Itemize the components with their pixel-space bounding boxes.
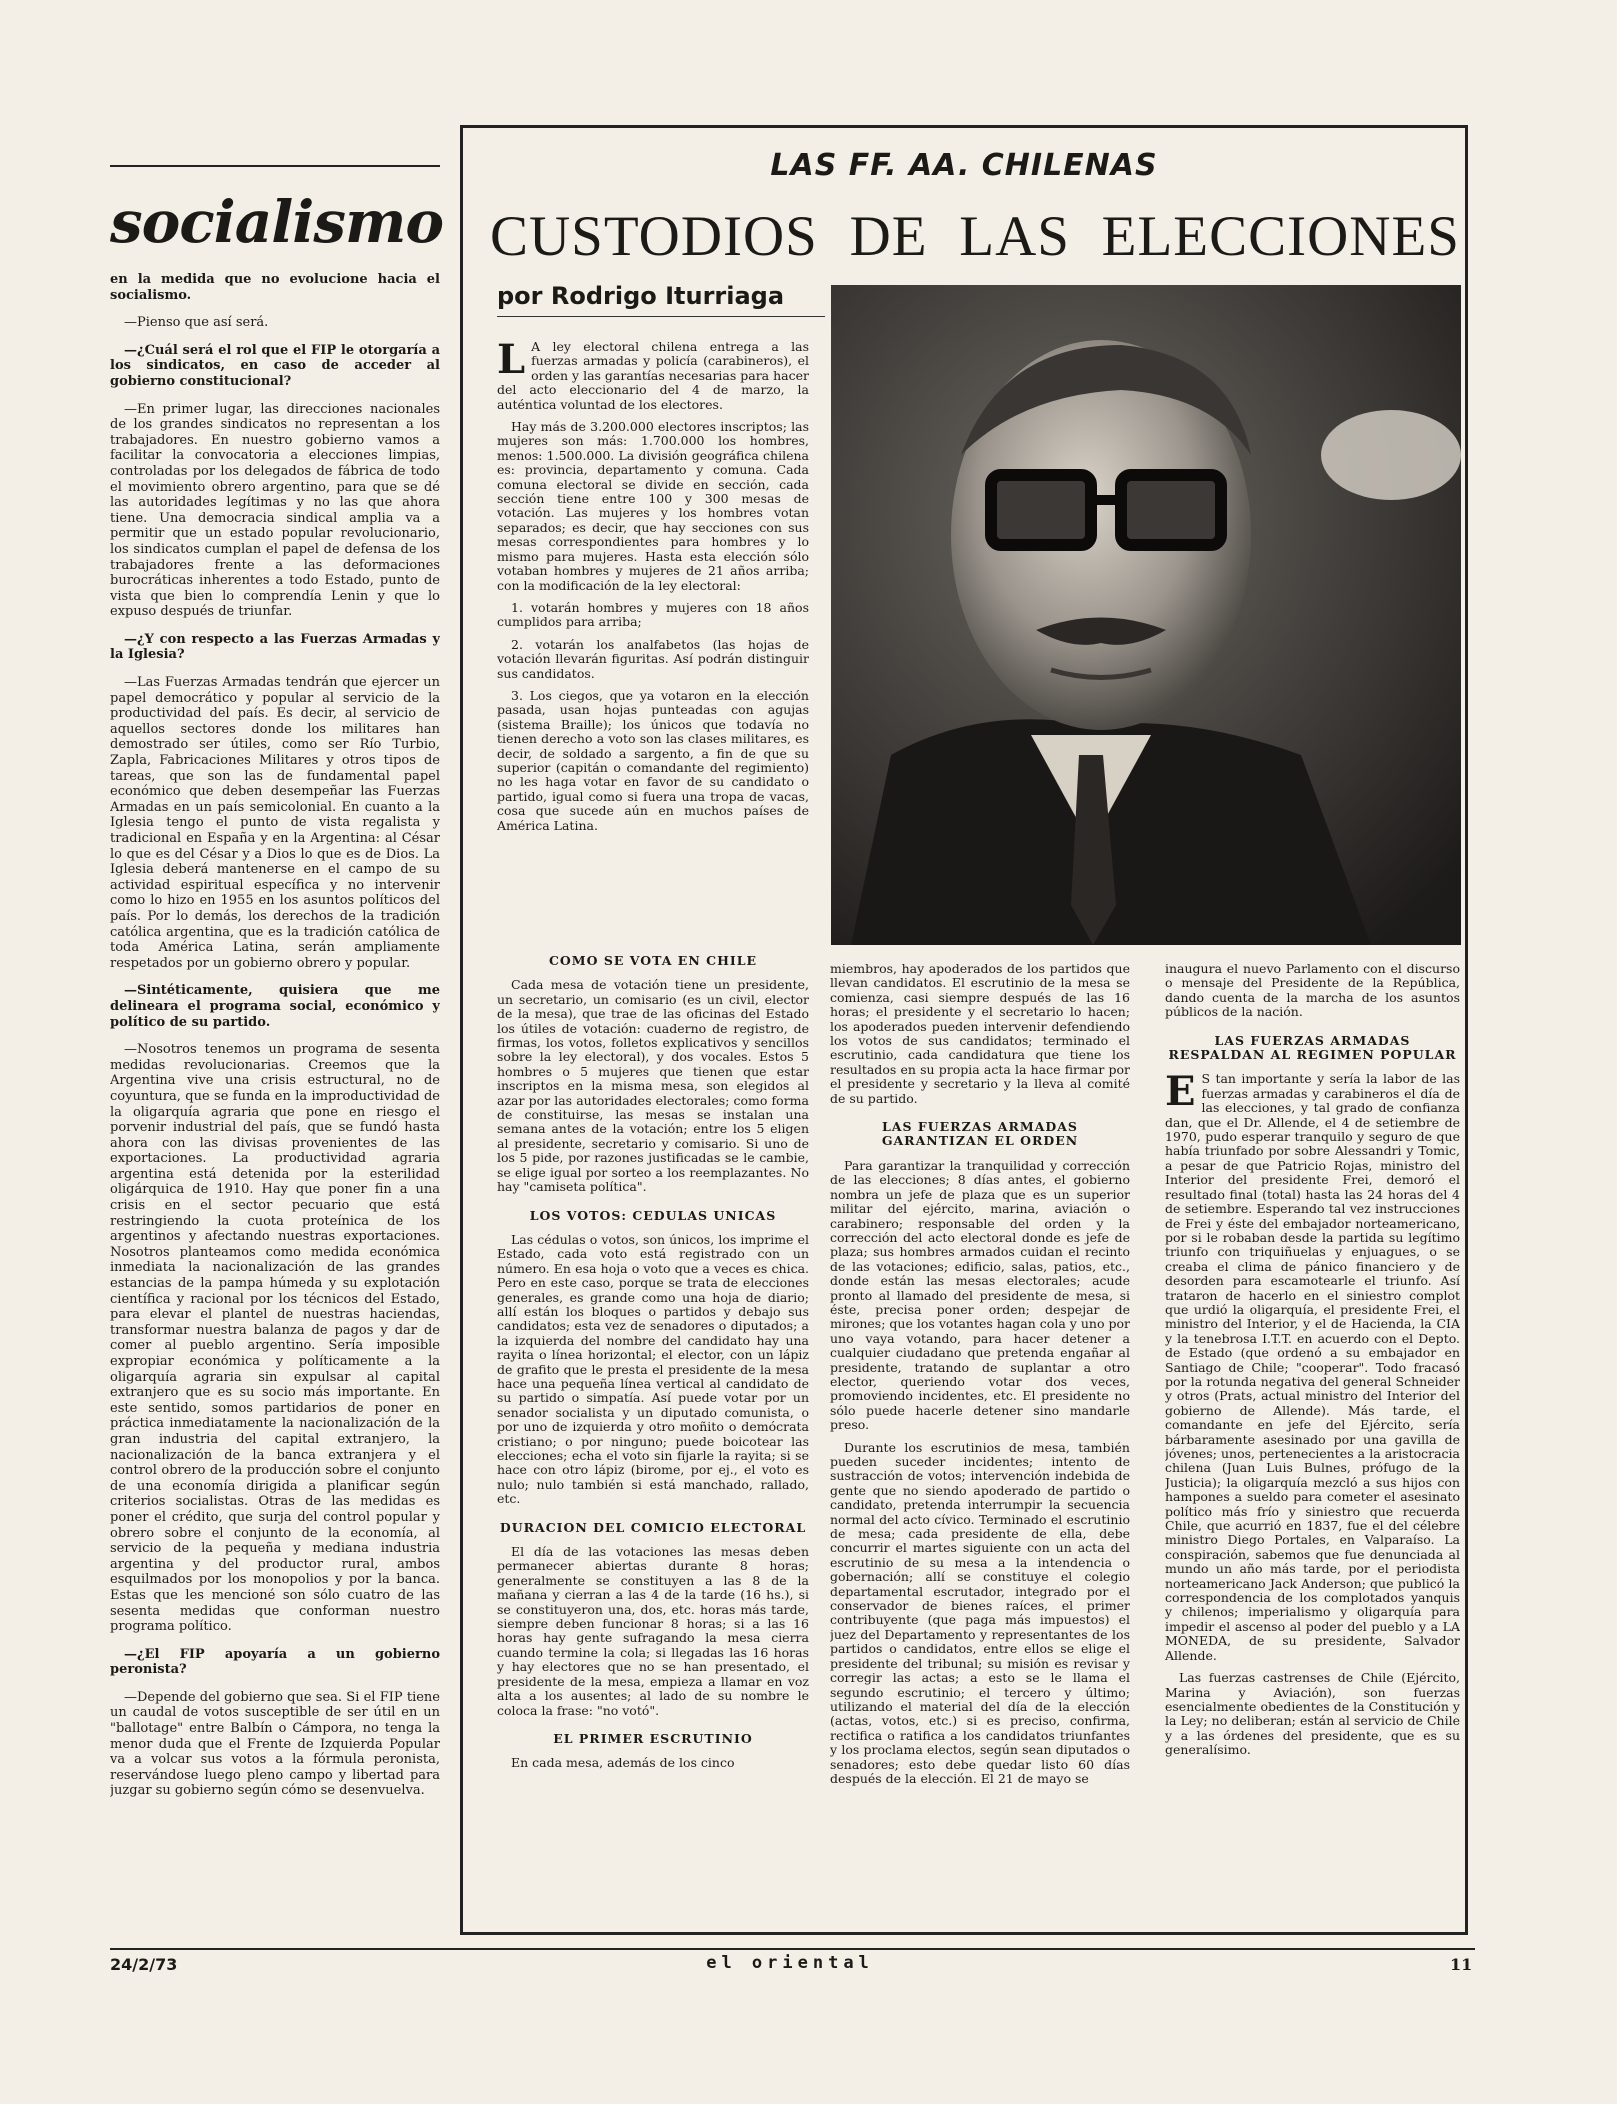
article-paragraph: Para garantizar la tranquilidad y corrección de las elecciones; 8 días antes, el gobierno nombra un jefe de plaza que es un superior militar del ejército, marina, aviación o carabinero; responsable del orden y la corrección del acto electoral donde es jefe de plaza; sus hombres armados cuidan el recinto de las votaciones; edificio, salas, patios, etc., donde están las mesas electorales; acude pronto al llamado del presidente de mesa, si éste, precisa poner orden; despejar de mirones; que los votantes hagan cola y uno por uno vaya votando, para hacer detener a cualquier ciudadano que pretenda engañar al presidente, tratando de suplantar a otro elector, queriendo votar dos veces, promoviendo incidentes, etc. El presidente no sólo puede hacerle detener sino mandarle preso. [830,1157,1130,1433]
interview-answer: —Nosotros tenemos un programa de sesenta medidas revolucionarias. Creemos que la Argentina vive una crisis estructural, no de coyuntura, que se funda en la improductividad de la oligarquía agraria que pone en riesgo el porvenir industrial del país, que se fundó hasta ahora con las divisas provenientes de las exportaciones. La productividad agraria argentina está detenida por la esterilidad oligárquica de 1910. Hay que poner fin a una crisis en el sector pecuario que está restringiendo la cuota proteínica de los argentinos y afectando nuestras exportaciones. Nosotros planteamos como medida económica inmediata la nacionalización de las grandes estancias de la pampa húmeda y su explotación científica y racional por los técnicos del Estado, para elevar el plantel de nuestras haciendas, transformar nuestra balanza de pagos y dar de comer al pueblo argentino. Sería imposible expropiar económica y políticamente a la oligarquía agraria sin expulsar al capital extranjero que es su socio más importante. En este sentido, somos partidarios de poner en práctica inmediatamente la nacionalización de la gran industria del capital extranjero, la nacionalización de la banca extranjera y el control obrero de la producción sobre el conjunto de una economía dirigida a planificar según criterios socialistas. Otras de las medidas es poner el crédito, que surja del control popular y obrero sobre el conjunto de la economía, al servicio de la pequeña y mediana industria argentina y del productor rural, ambos esquilmados por los monopolios y por la banca. Estas que les mencioné son sólo cuatro de las sesenta medidas que conforman nuestro programa político. [110,1042,440,1635]
article-paragraph: Hay más de 3.200.000 electores inscriptos; las mujeres son más: 1.700.000 los hombres, menos: 1.500.000. La división geográfica chilena es: provincia, departamento y comuna. Cada comuna electoral se divide en sección, cada sección tiene entre 100 y 300 mesas de votación. Las mujeres y los hombres votan separados; es decir, que hay secciones con sus mesas correspondientes para hombres y lo mismo para mujeres. Hasta esta elección sólo votaban hombres y mujeres de 21 años arriba; con la modificación de la ley electoral: [497,419,809,593]
paragraph-text: S tan importante y sería la labor de las fuerzas armadas y carabineros el día de las elecciones, y tal grado de confianza dan, que el Dr. Allende, el 4 de setiembre de 1970, pudo esperar tranquilo y seguro de que había triunfado por sobre Alessandri y Tomic, a pesar de que Patricio Rojas, ministro del Interior del presidente Frei, demoró el resultado final (total) hasta las 24 horas del 4 de setiembre. Esperando tal vez instrucciones de Frei y éste del embajador norteamericano, por si le robaban desde la partida su legítimo triunfo con triquiñuelas y enjuagues, o se creaba el clima de pánico financiero y de desorden para escamotearle el triunfo. Así trataron de hacerlo en el siniestro complot que urdió la oligarquía, el presidente Frei, el ministro del Interior, y el de Hacienda, la CIA y la tenebrosa I.T.T. en acuerdo con el Depto. de Estado (que ordenó a su embajador en Santiago de Chile; "cooperar". Todo fracasó por la rotunda negativa del general Schneider y otros (Prats, actual ministro del Interior del gobierno de Allende). Más tarde, el comandante en jefe del Ejército, sería bárbaramente asesinado por una gavilla de jóvenes; unos, pertenecientes a la aristocracia chilena (Juan Luis Bulnes, prófugo de la Justicia); la oligarquía mezcló a sus hijos con hampones a sueldo para cometer el asesinato político más frío y siniestro que recuerda Chile, que acurrió en 1837, fue el del célebre ministro Diego Portales, en Valparaíso. La conspiración, sabemos que fue denunciada al mundo un año más tarde, por el periodista norteamericano Jack Anderson; que publicó la correspondencia de los complotados yanquis y chilenos; imperialismo y oligarquía para impedir el ascenso al poder del pueblo y a LA MONEDA, de su presidente, Salvador Allende. [1165,1071,1460,1663]
interview-question: —¿Cuál será el rol que el FIP le otorgaría a los sindicatos, en caso de acceder al gobierno constitucional? [110,342,440,389]
subheading: LAS FUERZAS ARMADAS GARANTIZAN EL ORDEN [881,1119,1079,1149]
page-number: 11 [1450,1955,1473,1974]
interview-answer: —Las Fuerzas Armadas tendrán que ejercer un papel democrático y popular al servicio de la productividad del país. Es decir, al servicio de aquellos sectores donde los militares han demostrado ser útiles, como ser Río Turbio, Zapla, Fabricaciones Militares y otros tipos de tareas, que son las de fundamental papel económico que deben desempeñar las Fuerzas Armadas en un país semicolonial. En cuanto a la Iglesia tengo el punto de vista regalista y tradicional en España y en la Argentina: al César lo que es del César y a Dios lo que es de Dios. La Iglesia deberá mantenerse en el campo de su actividad espiritual específica y no intervenir como lo hizo en 1955 en los asuntos políticos del país. Por lo demás, los derechos de la tradición católica argentina, que es la tradición católica de toda América Latina, serán ampliamente respetados por un gobierno obrero y popular. [110,675,440,971]
article-column-2 [830,962,1130,1927]
article-kicker: LAS FF. AA. CHILENAS [770,148,1158,183]
interview-question: en la medida que no evolucione hacia el socialismo. [110,272,440,303]
subheading: DURACION DEL COMICIO ELECTORAL [499,1519,807,1535]
article-paragraph: En cada mesa, además de los cinco [511,1755,735,1771]
headline-word: ELECCIONES [1101,205,1460,268]
subheading: LAS FUERZAS ARMADAS RESPALDAN AL REGIMEN POPULAR [1168,1032,1457,1063]
article-paragraph: 2. votarán los analfabetos (las hojas de votación llevarán figuritas. Así podrán distinguir sus candidatos. [497,636,809,681]
article-byline: por Rodrigo Iturriaga [497,282,785,310]
byline-rule [497,316,825,317]
masthead: el oriental [706,1953,874,1973]
interview-question: —¿Y con respecto a las Fuerzas Armadas y la Iglesia? [110,631,440,663]
headline-word: DE [849,205,928,268]
headline-word: LAS [959,205,1070,268]
interview-answer: —Pienso que así será. [124,315,269,331]
interview-answer: —Depende del gobierno que sea. Si el FIP tiene un caudal de votos susceptible de ser útil en un "ballotage" entre Balbín o Cámpora, no tenga la menor duda que el Frente de Izquierda Popular va a volcar sus votos a la fórmula peronista, reservándose luego pleno campo y libertad para juzgar su gobierno según cómo se desenvuelva. [110,1689,440,1799]
drop-cap: L [497,340,526,383]
article-column-1-bottom [497,940,809,1930]
interview-column [110,272,440,1912]
portrait-photo [831,285,1461,945]
article-paragraph: inaugura el nuevo Parlamento con el discurso o mensaje del Presidente de la República, dando cuenta de la marcha de los asuntos públicos de la nación. [1165,962,1460,1020]
article-paragraph: miembros, hay apoderados de los partidos que llevan candidatos. El escrutinio de la mesa se comienza, casi siempre después de las 16 horas; el presidente y el secretario lo hacen; los apoderados pueden intervenir defendiendo los votos de sus candidatos; terminado el escrutinio, cada candidatura que tiene los resultados en su propia acta la hace firmar por el presidente y secretario y la lleva al comité de su partido. [830,962,1130,1106]
footer-rule [110,1948,1475,1950]
article-paragraph [1165,1068,1460,1663]
paragraph-text: A ley electoral chilena entrega a las fuerzas armadas y policía (carabineros), el orden y las garantías necesarias para hacer del acto eleccionario del 4 de marzo, la auténtica voluntad de los electores. [497,340,809,412]
article-column-3 [1165,962,1460,1927]
article-paragraph: 3. Los ciegos, que ya votaron en la elección pasada, usan hojas punteadas con agujas (sistema Braille); los únicos que todavía no tienen derecho a voto son las clases militares, es decir, de soldado a sargento, a fin de que su superior (capitán o comandante del regimiento) no les haga votar en favor de su candidato o partido, igual como si fuera una tropa de vacas, cosa que sucede aún en muchos países de América Latina. [497,687,809,833]
subheading: LOS VOTOS: CEDULAS UNICAS [529,1207,777,1223]
left-column-rule [110,165,440,167]
interview-question: —¿El FIP apoyaría a un gobierno peronista? [110,1646,440,1678]
article-paragraph: Cada mesa de votación tiene un presidente, un secretario, un comisario (es un civil, elector de la mesa), que trae de las oficinas del Estado los útiles de votación: cuaderno de registro, de firmas, los votos, folletos explicativos y sencillos sobre la ley electoral), y dos vocales. Estos 5 hombres o 5 mujeres que tienen que estar inscriptos en la misma mesa, son elegidos al azar por las autoridades electorales; como forma de constituirse, las mesas se instalan una semana antes de la votación; entre los 5 eligen al presidente, secretario y comisario. Si uno de los 5 pide, por razones justificadas se le cambie, se elige igual por sorteo a los reemplazantes. No hay "camiseta política". [497,977,809,1195]
issue-date: 24/2/73 [110,1955,178,1974]
article-paragraph: Las fuerzas castrenses de Chile (Ejército, Marina y Aviación), son fuerzas esencialmente obedientes de la Constitución y la Ley; no deliberan; están al servicio de Chile y a las órdenes del presidente, que es su generalísimo. [1165,1670,1460,1758]
headline-word: CUSTODIOS [490,205,818,268]
interview-answer: —En primer lugar, las direcciones nacionales de los grandes sindicatos no representan a los trabajadores. En nuestro gobierno vamos a facilitar la convocatoria a elecciones limpias, controladas por los delegados de fábrica de todo el movimiento obrero argentino, para que se dé las autoridades legítimas y no las que ahora tiene. Una democracia sindical amplia va a permitir que un estado popular revolucionario, los sindicatos cumplan el papel de defensa de los trabajadores frente a las deformaciones burocráticas inherentes a todo Estado, punto de vista que bien lo comprendía Lenin y que lo expuso después de triunfar. [110,401,440,620]
article-paragraph: Durante los escrutinios de mesa, también pueden suceder incidentes; intento de sustracción de votos; intervención indebida de gente que no siendo apoderado de partido o candidato, pretenda interrumpir la secuencia normal del acto cívico. Terminado el escrutinio de mesa; cada presidente de ella, debe concurrir el martes siguiente con un acta del escrutinio de su mesa a la intendencia o gobernación; allí se constituye el colegio departamental escrutador, integrado por el conservador de bienes raíces, el primer contribuyente (que paga más impuestos) el juez del Departamento y representantes de los partidos o candidatos, entre ellos se elige el presidente del tribunal; su misión es revisar y corregir las actas; a esto se le llama el segundo escrutinio; el tercero y último; utilizando el material del día de la elección (actas, votos, etc.) si es preciso, confirma, rectifica o ratifica a los candidatos triunfantes y los proclama electos, según sean diputados o senadores; esto debe quedar listo 60 días después de la elección. El 21 de mayo se [830,1439,1130,1786]
article-paragraph: 1. votarán hombres y mujeres con 18 años cumplidos para arriba; [497,599,809,630]
section-title: socialismo [110,188,444,256]
article-column-1-top [497,340,809,940]
portrait-illustration [831,285,1461,945]
article-paragraph: Las cédulas o votos, son únicos, los imprime el Estado, cada voto está registrado con un número. En esa hoja o voto que a veces es chica. Pero en este caso, porque se trata de elecciones generales, es grande como una hoja de diario; allí están los bloques o partidos y debajo sus candidatos; esta vez de senadores o diputados; a la izquierda del nombre del candidato hay una rayita o línea horizontal; el elector, con un lápiz de grafito que le presta el presidente de la mesa hace una pequeña línea vertical al candidato de su partido o simpatía. Así puede votar por un senador socialista y un diputado comunista, o por uno de izquierda y otro moñito o demócrata cristiano; o por ninguno; puede boicotear las elecciones; echa el voto sin fijarle la rayita; si se hace con otro lápiz (birome, por ej., el voto es nulo; nulo también si está manchado, rallado, etc. [497,1231,809,1507]
interview-question: —Sintéticamente, quisiera que me delineara el programa social, económico y político de su partido. [110,983,440,1030]
drop-cap: E [1165,1068,1196,1116]
article-paragraph: El día de las votaciones las mesas deben permanecer abiertas durante 8 horas; generalmente se constituyen a las 8 de la mañana y cierran a las 4 de la tarde (16 hs.), si se constituyeron una, dos, etc. horas más tarde, siempre deben funcionar 8 horas; si a las 16 horas hay gente sufragando la mesa cierra cuando termine la cola; si llegadas las 16 horas y hay electores que no se han presentado, el presidente de la mesa, empieza a llamar en voz alta a los ausentes; al lado de su nombre le coloca la frase: "no votó". [497,1544,809,1718]
subheading: EL PRIMER ESCRUTINIO [553,1730,753,1746]
subheading: COMO SE VOTA EN CHILE [548,953,758,968]
article-headline [490,205,1460,269]
article-paragraph [497,340,809,412]
